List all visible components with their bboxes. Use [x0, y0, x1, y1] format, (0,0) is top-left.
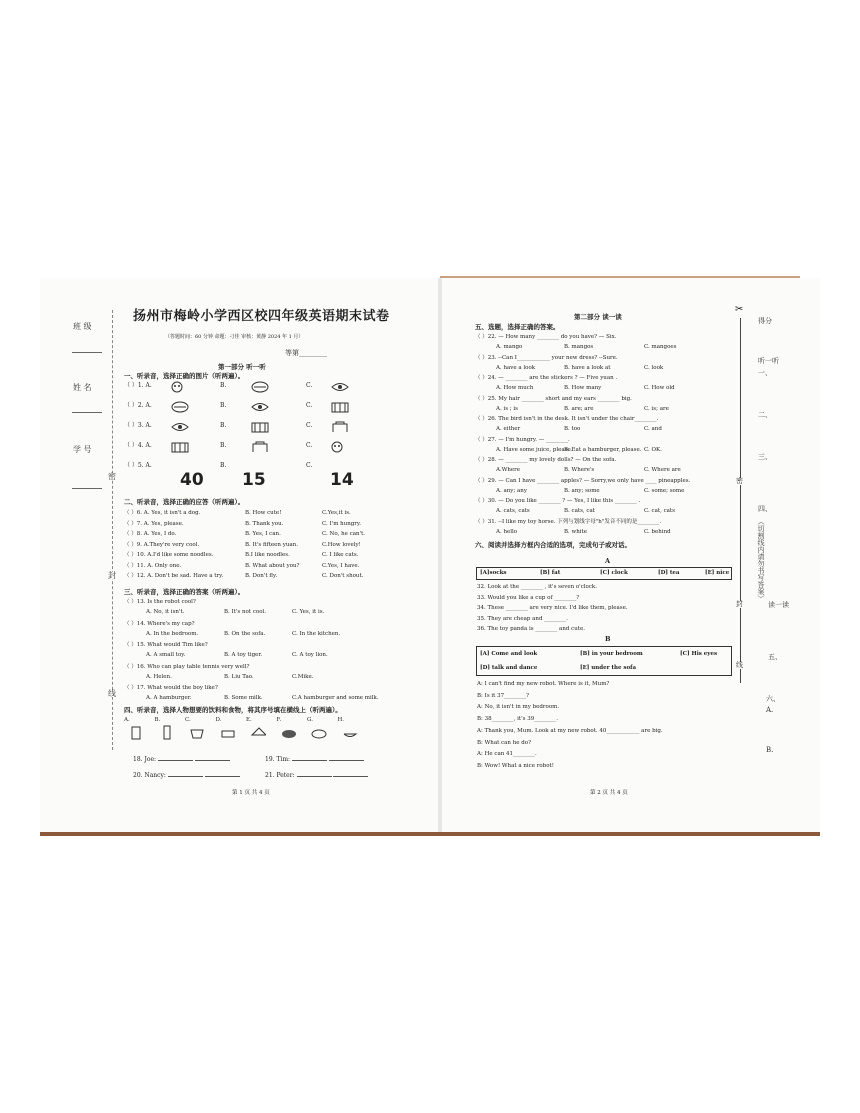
- option-c: C. Don't shout.: [322, 573, 364, 579]
- question-26: （ ）26. The bird isn't in the desk. It isn't under the chair________.: [475, 416, 659, 422]
- option-c: C. some; some: [644, 487, 685, 494]
- question-27: （ ）27. — I'm hungry. — ________.: [475, 436, 570, 443]
- question-3-label: （ ）3. A.: [124, 422, 152, 429]
- score-label: 得分: [758, 317, 772, 325]
- score-s6a: A.: [766, 706, 774, 714]
- section5-heading: 五、选题，选择正确的答案。: [475, 323, 560, 331]
- paper-edge: [440, 276, 800, 278]
- name-line: [72, 412, 102, 413]
- box-b-option-3: [C] His eyes: [680, 651, 718, 657]
- score-s2: 二、: [758, 411, 772, 419]
- picture-1-c-icon: [330, 379, 350, 393]
- dialogue-line-2: B: Is it 37________?: [477, 692, 530, 699]
- food-7-icon: [311, 725, 327, 740]
- option-b: B. Some milk.: [224, 695, 263, 701]
- exam-title: 扬州市梅岭小学西区校四年级英语期末试卷: [133, 309, 390, 324]
- number-15: 15: [242, 470, 266, 490]
- option-c: C.How lovely!: [322, 541, 361, 548]
- question-12: （ ）12. A. Don't be sad. Have a try.: [124, 573, 224, 579]
- dialogue-line-5: A: Thank you, Mum. Look at my new robot. 40____________ are big.: [477, 727, 663, 734]
- option-b: B. white: [564, 528, 588, 535]
- picture-2-c-icon: [330, 399, 350, 413]
- option-b: B. How many: [564, 385, 602, 391]
- no-answer-note: （切割线内请勿书写答案）: [757, 518, 765, 602]
- option-a: A. mango: [496, 344, 523, 350]
- question-31: （ ）31. --I like my toy horse. 下列与划线字母"h"发音不同的是________.: [475, 518, 662, 525]
- question-11: （ ）11. A. Only one.: [124, 562, 182, 569]
- cut-line: [740, 318, 741, 683]
- option-c: C. A toy lion.: [292, 652, 328, 658]
- box-b-option-1: [A] Come and look: [480, 651, 538, 657]
- option-a: A. either: [496, 426, 521, 432]
- section1-heading: 一、听录音，选择正确的图片（听两遍）。: [124, 372, 245, 380]
- score-s3: 三、: [758, 453, 772, 461]
- question-22: （ ）22. — How many ________ do you have? — Six.: [475, 334, 617, 340]
- box-a-option-1: [A]socks: [480, 570, 507, 576]
- score-s6: 六、: [766, 695, 780, 703]
- question-7: （ ）7. A. Yes, please.: [124, 520, 184, 527]
- question-32: 32. Look at the ________ , it's seven o'clock.: [477, 584, 598, 590]
- option-c: C. behind: [644, 528, 671, 535]
- question-35: 35. They are cheap and ________.: [477, 615, 568, 622]
- option-b: B. A toy tiger.: [224, 652, 263, 658]
- option-a: A. hello: [496, 528, 518, 535]
- blank-21: 21. Peter:: [265, 772, 368, 779]
- option-b: B. Where's: [564, 467, 595, 473]
- food-3-icon: [189, 725, 205, 740]
- student-id-label: 学 号: [73, 445, 92, 454]
- dialogue-line-7: A: He can 41________.: [477, 751, 537, 758]
- option-c: C.A hamburger and some milk.: [292, 695, 379, 701]
- option-b: B. Thank you.: [245, 520, 284, 527]
- option-c-label: C.: [306, 422, 313, 429]
- picture-2-a-icon: [170, 399, 190, 413]
- question-10: （ ）10. A.I'd like some noodles.: [124, 552, 214, 558]
- seal-mark-3: 线: [108, 689, 116, 698]
- option-c-label: C.: [306, 442, 313, 449]
- option-b-label: B.: [220, 442, 227, 449]
- option-a: A. A hamburger.: [146, 695, 192, 701]
- option-a: A. Helen.: [146, 673, 172, 680]
- food-letter-1: A.: [124, 717, 130, 723]
- seal-line: [112, 310, 113, 750]
- score-s4: 四、: [758, 505, 772, 513]
- seal-mark-2: 封: [108, 571, 116, 580]
- question-5-label: （ ）5. A.: [124, 462, 152, 469]
- blank-19: 19. Tim:: [265, 756, 364, 763]
- question-33: 33. Would you like a cup of ________?: [477, 594, 580, 601]
- question-4-label: （ ）4. A.: [124, 442, 152, 449]
- option-b: B. On the sofa.: [224, 630, 266, 637]
- dialogue-line-4: B: 38________, it's 39________.: [477, 716, 558, 723]
- box-b-option-4: [D] talk and dance: [480, 665, 538, 671]
- page1-footer: 第 1 页 共 4 页: [232, 790, 270, 796]
- exam-page-1: [40, 278, 440, 834]
- option-b: B. have a look at: [564, 364, 611, 371]
- dialogue-line-1: A: I can't find my new robot. Where is it, Mum?: [477, 681, 610, 687]
- box-a-option-5: [E] nice: [705, 570, 730, 576]
- food-letter-6: F.: [276, 717, 282, 723]
- section4-heading: 四、听录音，选择人物想要的饮料和食物，将其序号填在横线上（听两遍）。: [124, 706, 342, 714]
- seal-mark-1: 密: [108, 472, 116, 481]
- option-c: C. OK.: [644, 446, 662, 453]
- option-b: B. How cute!: [245, 510, 282, 516]
- question-24: （ ）24. — ________ are the stickers ? — Five yuan .: [475, 375, 618, 381]
- question-25: （ ）25. My hair ________ short and my ears ________ big.: [475, 395, 632, 402]
- question-17: （ ）17. What would the boy like?: [124, 685, 218, 691]
- option-c-label: C.: [306, 382, 313, 389]
- option-a: A. have a look: [496, 364, 536, 371]
- option-a: A. How much: [496, 385, 534, 391]
- option-a: A. is ; is: [496, 405, 518, 412]
- option-b-label: B.: [220, 402, 227, 409]
- picture-4-c-icon: [330, 439, 350, 453]
- question-28: （ ）28. — ________ my lovely dolls? — On the sofa.: [475, 457, 617, 463]
- score-s1: 一、: [758, 369, 772, 377]
- option-c: C. and: [644, 426, 662, 432]
- question-34: 34. These ________ are very nice. I'd like them, please.: [477, 605, 628, 611]
- food-letter-4: D.: [215, 717, 222, 723]
- food-letter-3: C.: [185, 717, 191, 723]
- page2-footer: 第 2 页 共 4 页: [590, 790, 628, 796]
- option-c: C.Mike.: [292, 673, 314, 680]
- part2-heading: 第二部分 读一读: [574, 313, 622, 321]
- box-a-option-2: [B] fat: [540, 570, 561, 576]
- dialogue-line-3: A: No, it isn't in my bedroom.: [477, 704, 560, 711]
- picture-3-a-icon: [170, 419, 190, 433]
- option-b: B. It's not cool.: [224, 609, 267, 615]
- section3-heading: 三、听录音，选择正确的答案（听两遍）。: [124, 588, 245, 596]
- food-4-icon: [220, 725, 236, 740]
- picture-4-b-icon: [250, 439, 270, 453]
- option-c: C.Yes, I have.: [322, 562, 360, 569]
- option-a: A. In the bedroom.: [146, 630, 199, 637]
- question-8: （ ）8. A. Yes, I do.: [124, 531, 177, 537]
- option-b: B. Eat a hamburger, please.: [564, 446, 642, 453]
- food-5-icon: [250, 725, 266, 740]
- option-a: A. any; any: [496, 487, 527, 494]
- option-b: B. any; some: [564, 487, 600, 494]
- option-c: C. mangoes: [644, 344, 677, 350]
- section2-heading: 二、听录音，选择正确的应答（听两遍）。: [124, 498, 245, 506]
- question-9: （ ）9. A.They're very cool.: [124, 541, 200, 548]
- section6-heading: 六、阅读并选择方框内合适的选项，完成句子或对话。: [475, 541, 631, 549]
- dialogue-line-8: B: Wow! What a nice robot!: [477, 762, 554, 769]
- scissors-icon: ✂: [735, 304, 744, 315]
- box-b-option-5: [E] under the sofa: [580, 665, 637, 671]
- question-13: （ ）13. Is the robot cool?: [124, 599, 196, 605]
- score-s6b: B.: [766, 746, 774, 754]
- option-b-label: B.: [220, 462, 227, 469]
- option-b: B. Don't fly.: [245, 573, 278, 579]
- option-a: A. A small toy.: [146, 652, 186, 658]
- option-c: C. I like cats.: [322, 552, 359, 558]
- food-letter-5: E.: [246, 717, 252, 723]
- option-c-label: C.: [306, 462, 313, 469]
- option-b: B. It's fifteen yuan.: [245, 541, 298, 548]
- box-a-title: A: [605, 557, 611, 565]
- food-2-icon: [159, 725, 175, 740]
- score-listen: 听一听: [758, 357, 779, 365]
- question-36: 36. The toy panda is ________ and cute.: [477, 626, 585, 632]
- option-b-label: B.: [220, 382, 227, 389]
- option-b: B.I like noodles.: [245, 552, 290, 558]
- option-a: A. No, it isn't.: [146, 609, 185, 615]
- dialogue-line-6: B: What can he do?: [477, 739, 532, 746]
- class-line: [72, 352, 102, 353]
- part1-heading: 第一部分 听一听: [218, 363, 266, 371]
- food-8-icon: [342, 725, 358, 740]
- food-1-icon: [128, 725, 144, 740]
- question-23: （ ）23. --Can I____________ your new dress? --Sure.: [475, 354, 618, 361]
- question-14: （ ）14. Where's my cap?: [124, 620, 195, 627]
- picture-3-c-icon: [330, 419, 350, 433]
- question-16: （ ）16. Who can play table tennis very well?: [124, 663, 250, 670]
- option-c: C. I'm hungry.: [322, 520, 362, 527]
- grade-field: 等第________: [285, 349, 327, 357]
- number-40: 40: [180, 470, 204, 490]
- option-c: C. is; are: [644, 405, 669, 412]
- table-edge: [40, 832, 820, 836]
- option-a: A.Where: [496, 467, 521, 473]
- food-letter-7: G.: [307, 717, 313, 723]
- option-c: C. cat, cats: [644, 508, 675, 514]
- option-b: B. mangos: [564, 344, 594, 350]
- box-b-option-2: [B] in your bedroom: [580, 651, 643, 657]
- option-b: B. are; are: [564, 405, 594, 412]
- page-fold: [438, 278, 442, 834]
- option-c: C. Where are: [644, 467, 681, 473]
- question-1-label: （ ）1. A.: [124, 382, 152, 389]
- option-c: C. How old: [644, 385, 675, 391]
- score-read: 读一读: [768, 601, 789, 609]
- id-line: [72, 488, 102, 489]
- picture-3-b-icon: [250, 419, 270, 433]
- food-letter-2: B.: [154, 717, 161, 723]
- question-29: （ ）29. — Can I have ________ apples? — Sorry,we only have ____ pineapples.: [475, 477, 691, 484]
- option-b-label: B.: [220, 422, 227, 429]
- option-b: B. What about you?: [245, 562, 300, 569]
- question-2-label: （ ）2. A.: [124, 402, 152, 409]
- question-6: （ ）6. A. Yes, it isn't a dog.: [124, 510, 201, 516]
- exam-meta: （答题时间：60 分钟 命题：刁佳 审核：黄静 2024 年 1 月）: [165, 334, 304, 340]
- question-30: （ ）30. — Do you like ________ ? — Yes, I like this ________ .: [475, 498, 641, 504]
- name-label: 姓 名: [73, 383, 92, 392]
- option-c-label: C.: [306, 402, 313, 409]
- picture-1-a-icon: [170, 379, 190, 393]
- box-b-title: B: [605, 635, 611, 643]
- picture-2-b-icon: [250, 399, 270, 413]
- box-a-option-4: [D] tea: [658, 570, 680, 576]
- option-c: C. In the kitchen.: [292, 630, 341, 637]
- box-a-option-3: [C] clock: [600, 570, 628, 576]
- cut-mark-2: 封: [736, 600, 743, 608]
- option-c: C. look: [644, 364, 664, 371]
- score-s5: 五、: [768, 653, 782, 661]
- picture-4-a-icon: [170, 439, 190, 453]
- option-c: C.Yes,it is.: [322, 510, 351, 516]
- question-15: （ ）15. What would Tim like?: [124, 642, 208, 648]
- option-b: B. too: [564, 426, 581, 432]
- option-b: B. Yes, I can.: [245, 531, 281, 537]
- food-letter-8: H.: [337, 717, 345, 723]
- option-b: B. Liu Tao.: [224, 673, 254, 680]
- blank-20: 20. Nancy:: [133, 772, 240, 779]
- cut-mark-1: 密: [736, 477, 743, 485]
- cut-mark-3: 线: [736, 661, 743, 669]
- option-c: C. No, he can't.: [322, 531, 366, 537]
- option-c: C. Yes, it is.: [292, 609, 325, 615]
- food-6-icon: [281, 725, 297, 740]
- picture-1-b-icon: [250, 379, 270, 393]
- option-a: A. cats, cats: [496, 508, 530, 514]
- number-14: 14: [330, 470, 354, 490]
- class-label: 班 级: [73, 322, 92, 331]
- option-a: A. Have some juice, please.: [496, 446, 573, 453]
- blank-18: 18. Joe:: [133, 756, 230, 763]
- option-b: B. cats, cat: [564, 508, 595, 514]
